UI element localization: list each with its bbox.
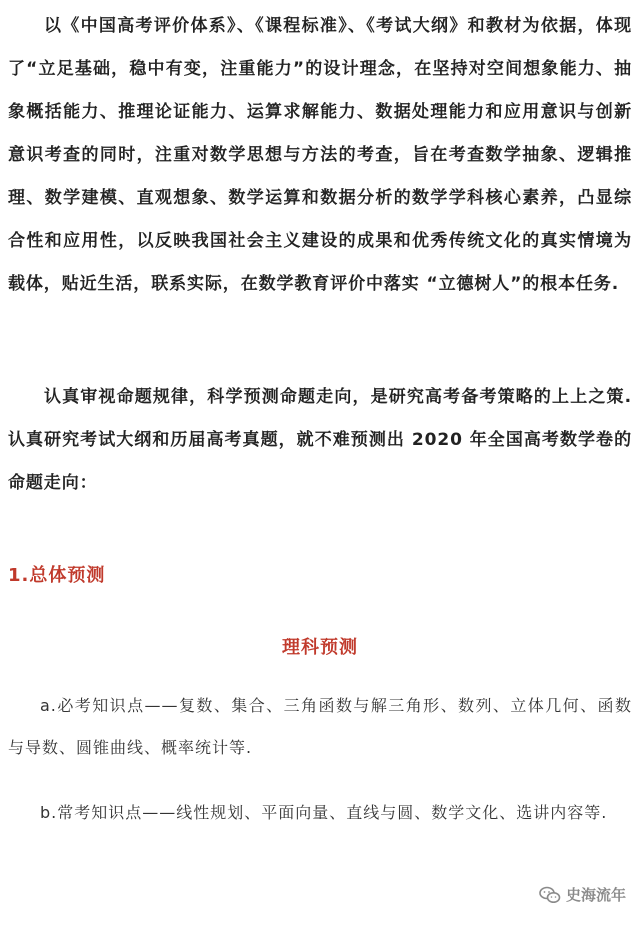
point-b: b.常考知识点——线性规划、平面向量、直线与圆、数学文化、选讲内容等. (40, 803, 608, 822)
section-heading: 1.总体预测 (8, 565, 106, 586)
wechat-icon (539, 886, 561, 904)
watermark-text: 史海流年 (565, 886, 626, 904)
intro-paragraph-2: 认真审视命题规律，科学预测命题走向，是研究高考备考策略的上上之策.认真研究考试大纲和历届高考真题，就不难预测出 2020 年全国高考数学卷的命题走向： (8, 387, 632, 493)
intro-paragraph-1: 以《中国高考评价体系》、《课程标准》、《考试大纲》和教材为依据，体现了“立足基础，稳中有变，注重能力”的设计理念，在坚持对空间想象能力、抽象概括能力、推理论证能力、运算求解能力、数据处理能力和应用意识与创新意识考查的同时，注重对数学思想与方法的考查，旨在考查数学抽象、逻辑推理、数学建模、直观想象、数学运算和数据分析的数学学科核心素养，凸显综合性和应用性，以反映我国社会主义建设的成果和优秀传统文化的真实情境为载体，贴近生活，联系实际，在数学教育评价中落实 “立德树人”的根本任务. (8, 16, 632, 294)
section-subheading: 理科预测 (282, 637, 358, 658)
point-a: a.必考知识点——复数、集合、三角函数与解三角形、数列、立体几何、函数与导数、圆锥曲线、概率统计等. (8, 696, 632, 757)
watermark (539, 884, 626, 905)
